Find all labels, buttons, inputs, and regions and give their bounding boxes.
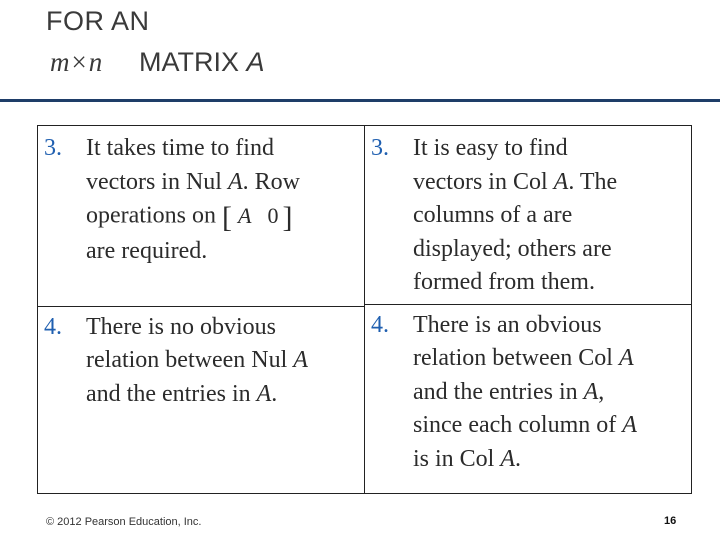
item-text bbox=[413, 132, 691, 300]
text-line: vectors in Col A. The bbox=[413, 168, 618, 195]
matrix-label bbox=[139, 47, 265, 77]
text-line: It takes time to find bbox=[86, 135, 274, 161]
text-line: vectors in Nul A. Row bbox=[86, 168, 300, 195]
item-text bbox=[86, 311, 365, 412]
slide-title-line2 bbox=[50, 47, 265, 78]
text-line: displayed; others are bbox=[413, 235, 612, 262]
m-variable: m bbox=[50, 47, 70, 77]
text-line: relation between Col A bbox=[413, 345, 634, 371]
text-line: There is an obvious bbox=[413, 311, 602, 338]
text-line: are required. bbox=[86, 237, 208, 264]
left-column-nul bbox=[38, 126, 365, 494]
item-number: 3. bbox=[44, 135, 62, 161]
text-line: relation between Nul A bbox=[86, 347, 308, 373]
item-text bbox=[86, 132, 364, 268]
matrix-word: MATRIX bbox=[138, 47, 239, 77]
text-line: and the entries in A. bbox=[86, 380, 278, 407]
comparison-table bbox=[37, 125, 692, 494]
left-item-4 bbox=[38, 306, 365, 412]
right-item-3 bbox=[371, 132, 691, 300]
page-number: 16 bbox=[664, 515, 677, 527]
text-line: There is no obvious bbox=[86, 313, 276, 340]
text-line: is in Col A. bbox=[413, 445, 522, 472]
item-text bbox=[413, 309, 692, 477]
item-number: 4. bbox=[44, 313, 62, 340]
copyright-notice: © 2012 Pearson Education, Inc. bbox=[46, 516, 202, 528]
right-column-col bbox=[365, 126, 692, 494]
right-item-4 bbox=[365, 304, 692, 477]
slide-title-line1: FOR AN bbox=[46, 6, 150, 36]
n-variable: n bbox=[88, 47, 103, 77]
text-line: columns of a are bbox=[413, 202, 573, 228]
times-symbol: × bbox=[71, 47, 87, 77]
text-line: It is easy to find bbox=[413, 135, 568, 161]
item-number: 4. bbox=[371, 311, 389, 338]
left-item-3 bbox=[44, 132, 364, 268]
augmented-matrix: [ A 0 ] bbox=[221, 201, 293, 234]
text-line: since each column of A bbox=[413, 412, 637, 438]
item-number: 3. bbox=[371, 135, 389, 161]
m-by-n-expression bbox=[50, 47, 102, 77]
text-line: operations on [ A 0 ] bbox=[86, 201, 293, 234]
matrix-variable: A bbox=[246, 47, 265, 77]
text-line: formed from them. bbox=[413, 269, 595, 295]
text-line: and the entries in A, bbox=[413, 378, 605, 405]
title-divider bbox=[0, 99, 720, 102]
